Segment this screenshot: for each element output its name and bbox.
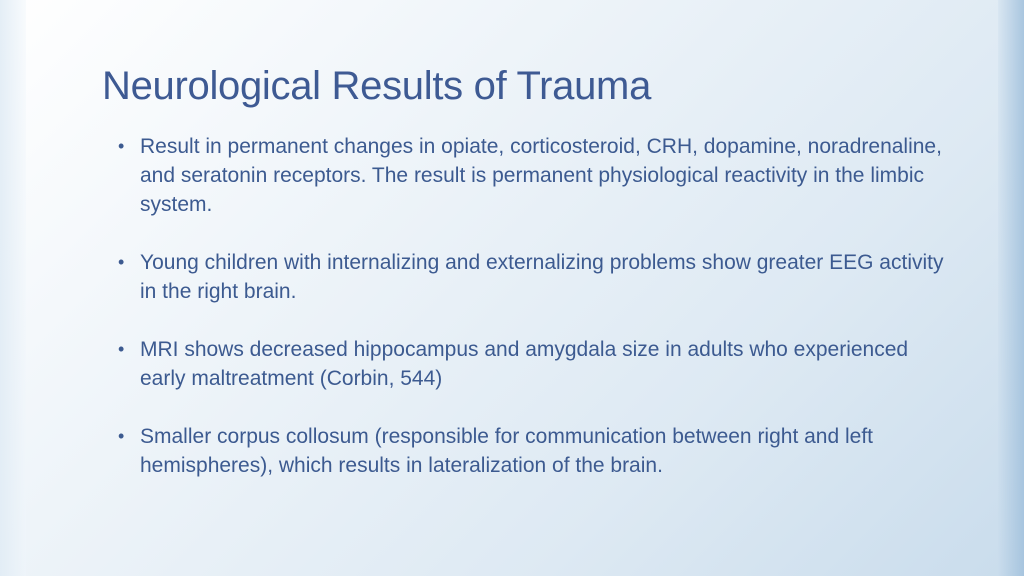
bullet-item-mri-findings xyxy=(118,335,948,393)
bullet-text: Smaller corpus collosum (responsible for communication between right and left hemispheres), which results in lateralization of the brain. xyxy=(140,425,874,477)
bullet-icon: • xyxy=(118,339,125,359)
bullet-icon: • xyxy=(118,426,125,446)
bullet-icon: • xyxy=(118,136,125,156)
bullet-text: Young children with internalizing and externalizing problems show greater EEG activity in the right brain. xyxy=(140,251,944,303)
right-edge-band xyxy=(998,0,1024,576)
bullet-item-corpus-collosum xyxy=(118,422,948,480)
bullet-item-eeg-activity xyxy=(118,248,948,306)
left-edge-band xyxy=(0,0,26,576)
bullet-icon: • xyxy=(118,252,125,272)
slide-title: Neurological Results of Trauma xyxy=(102,64,652,108)
bullet-text: MRI shows decreased hippocampus and amygdala size in adults who experienced early maltreatment (Corbin, 544) xyxy=(140,338,909,390)
bullet-text: Result in permanent changes in opiate, corticosteroid, CRH, dopamine, noradrenaline, and seratonin receptors. The result is permanent physiological reactivity in the limbic system. xyxy=(140,135,942,216)
bullet-item-opiate-receptors xyxy=(118,132,948,219)
bullet-list xyxy=(118,132,948,509)
